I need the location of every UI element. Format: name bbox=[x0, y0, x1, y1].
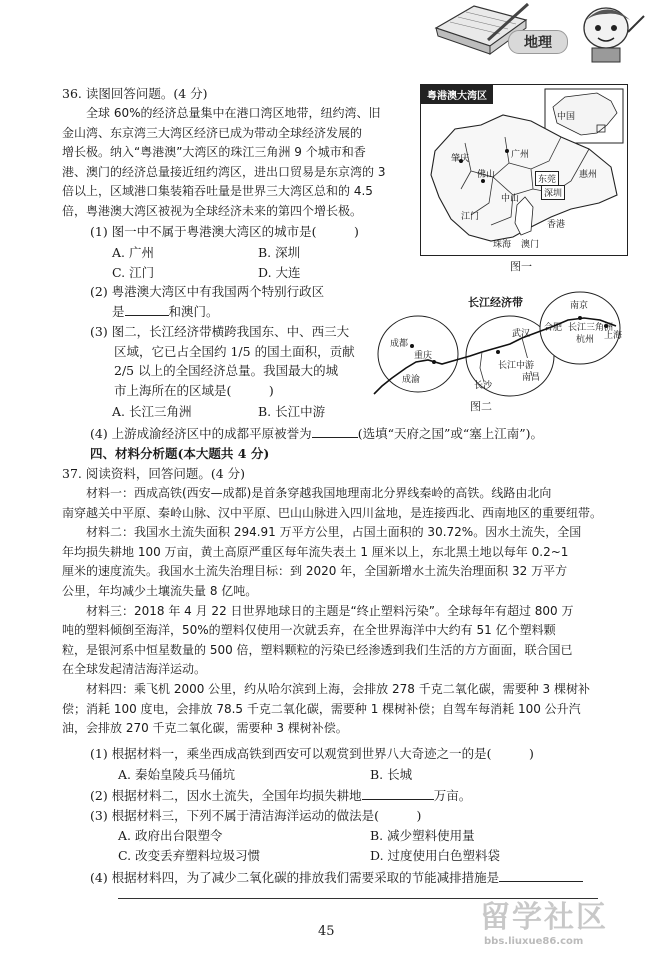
material-4-line-2: 偿；消耗 100 度电，会排放 78.5 千克二氧化碳，需要种 1 棵树补偿；自驾车每消耗 100 公升汽 bbox=[62, 701, 581, 716]
q37-sub4-answer-blank[interactable] bbox=[499, 869, 583, 882]
q36-line-4: 港、澳门的经济总量接近纽约湾区，进出口贸易是东京湾的 3 bbox=[62, 164, 386, 179]
q37-sub2 bbox=[90, 786, 471, 806]
material-3-line-2: 吨的塑料倾倒至海洋，50%的塑料仅使用一次就丢弃，在全世界海洋中大约有 51 亿个塑料颗 bbox=[62, 623, 556, 638]
q36-sub4-answer-blank[interactable] bbox=[312, 425, 358, 438]
fig1-city-zhongshan: 中山 bbox=[501, 194, 520, 204]
fig1-city-dongguan: 东莞 bbox=[535, 171, 559, 186]
subject-label: 地理 bbox=[524, 35, 552, 51]
material-1-line-1: 材料一：西成高铁(西安—成都)是首条穿越我国地理南北分界线秦岭的高铁。线路由北向 bbox=[86, 486, 552, 500]
figure-1-caption: 图一 bbox=[510, 260, 532, 273]
q36-line-5: 倍以上，区域港口集装箱吞吐量是世界三大湾区总和的 4.5 bbox=[62, 184, 373, 198]
q37-title: 37. 阅读资料，回答问题。(4 分) bbox=[62, 466, 246, 481]
q37-sub3-option-c[interactable]: C. 改变丢弃塑料垃圾习惯 bbox=[118, 848, 261, 863]
q36-sub3-line-2: 区域，它已占全国约 1/5 的国土面积，贡献 bbox=[114, 343, 355, 359]
q37-sub2-post: 万亩。 bbox=[433, 788, 472, 803]
q36-sub1-option-c[interactable]: C. 江门 bbox=[112, 265, 155, 280]
fig1-city-macau: 澳门 bbox=[521, 240, 540, 250]
material-3-line-1: 材料三：2018 年 4 月 22 日世界地球日的主题是“终止塑料污染”。全球每年有超过 800 万 bbox=[86, 603, 574, 618]
watermark-logo: 留学社区 bbox=[480, 900, 608, 935]
q36-sub1-option-a[interactable]: A. 广州 bbox=[112, 245, 154, 260]
q36-line-3: 增长极。纳入“粤港澳”大湾区的珠江三角洲 9 个城市和香 bbox=[62, 145, 366, 159]
q37-sub1-option-a[interactable]: A. 秦始皇陵兵马俑坑 bbox=[118, 767, 235, 782]
watermark-url: bbs.liuxue86.com bbox=[484, 936, 584, 947]
material-3-line-3: 粒，是银河系中恒星数量的 500 倍，塑料颗粒的污染已经渗透到我们生活的方方面面，联合国已 bbox=[62, 642, 573, 657]
q36-sub2: (2) 粤港澳大湾区中有我国两个特别行政区 bbox=[90, 284, 325, 299]
q37-sub4-text: (4) 根据材料四，为了减少二氧化碳的排放我们需要采取的节能减排措施是 bbox=[90, 870, 500, 885]
section-4-heading: 四、材料分析题(本大题共 4 分) bbox=[90, 446, 270, 461]
fig2-label-changsha: 长沙 bbox=[474, 381, 493, 391]
fig1-city-zhuhai: 珠海 bbox=[493, 240, 512, 250]
q37-sub2-answer-blank[interactable] bbox=[362, 787, 434, 800]
q37-materials bbox=[62, 484, 602, 739]
fig1-city-hongkong: 香港 bbox=[547, 220, 566, 230]
q36-sub2-post: 和澳门。 bbox=[168, 304, 219, 319]
q36-sub3-option-b[interactable]: B. 长江中游 bbox=[258, 404, 326, 419]
q37-sub2-pre: (2) 根据材料二，因水土流失，全国年均损失耕地 bbox=[90, 788, 362, 803]
fig2-label-chengdu: 成都 bbox=[390, 339, 409, 349]
material-3-line-4: 在全球发起清洁海洋运动。 bbox=[62, 662, 207, 677]
q36-sub3 bbox=[90, 322, 355, 400]
q36-sub2-answer-blank[interactable] bbox=[125, 303, 169, 316]
fig2-label-nanchang: 南昌 bbox=[522, 373, 541, 383]
figure-2-map bbox=[372, 290, 624, 410]
figure-1-map bbox=[420, 84, 628, 256]
q36-sub4 bbox=[90, 424, 543, 444]
q36-sub1-option-b[interactable]: B. 深圳 bbox=[258, 245, 301, 260]
q37-sub3-option-d[interactable]: D. 过度使用白色塑料袋 bbox=[370, 848, 501, 863]
fig2-label-chongqing: 重庆 bbox=[414, 351, 433, 361]
q36-sub3-line-3: 2/5 以上的全国经济总量。我国最大的城 bbox=[114, 363, 339, 378]
q36-sub1: (1) 图一中不属于粤港澳大湾区的城市是( ) bbox=[90, 224, 359, 239]
figure-1-title: 粤港澳大湾区 bbox=[421, 85, 493, 104]
material-1-line-2: 南穿越关中平原、秦岭山脉、汉中平原、巴山山脉进入四川盆地，是连接西北、西南地区的重要纽带。 bbox=[62, 505, 603, 520]
q36-sub3-line-4: 市上海所在的区域是( ) bbox=[114, 382, 274, 398]
fig2-label-hefei: 合肥 bbox=[544, 323, 563, 333]
q37-sub3-option-b[interactable]: B. 减少塑料使用量 bbox=[370, 828, 475, 843]
q36-sub4-pre: (4) 上游成渝经济区中的成都平原被誉为 bbox=[90, 426, 312, 441]
figure-2-caption: 图二 bbox=[470, 400, 492, 413]
fig2-label-wuhan: 武汉 bbox=[512, 329, 531, 339]
fig2-label-chengyu: 成渝 bbox=[402, 375, 421, 385]
q37-sub3-option-a[interactable]: A. 政府出台限塑令 bbox=[118, 828, 223, 843]
material-2-line-1: 材料二：我国水土流失面积 294.91 万平方公里，占国土面积的 30.72%。因水土流失，全国 bbox=[86, 525, 582, 540]
q36-passage bbox=[62, 104, 385, 221]
fig2-label-yrd: 长江三角洲 bbox=[568, 323, 614, 333]
fig1-city-foshan: 佛山 bbox=[477, 170, 496, 180]
q37-sub1: (1) 根据材料一，乘坐西成高铁到西安可以观赏到世界八大奇迹之一的是( ) bbox=[90, 746, 534, 761]
fig2-label-shanghai: 上海 bbox=[604, 331, 623, 341]
q36-sub2-line2 bbox=[112, 302, 219, 322]
q37-sub4 bbox=[90, 868, 583, 888]
fig1-city-jiangmen: 江门 bbox=[461, 212, 480, 222]
q36-sub1-option-d[interactable]: D. 大连 bbox=[258, 265, 301, 280]
q36-line-1: 全球 60%的经济总量集中在港口湾区地带，纽约湾、旧 bbox=[86, 106, 381, 120]
material-4-line-1: 材料四：乘飞机 2000 公里，约从哈尔滨到上海，会排放 278 千克二氧化碳，需要种 3 棵树补 bbox=[86, 681, 590, 696]
material-2-line-2: 年均损失耕地 100 万亩，黄土高原严重区每年流失表土 1 厘米以上，东北黑土地以每年 0.2~1 bbox=[62, 544, 569, 559]
figure-2-title: 长江经济带 bbox=[468, 296, 523, 309]
header-cartoon-student bbox=[568, 2, 648, 64]
header-subject-badge bbox=[508, 30, 568, 54]
page-number: 45 bbox=[318, 924, 335, 939]
material-4-line-3: 油，会排放 270 千克二氧化碳，需要种 3 棵树补偿。 bbox=[62, 721, 348, 736]
q37-sub1-option-b[interactable]: B. 长城 bbox=[370, 767, 413, 782]
fig2-label-nanjing: 南京 bbox=[570, 301, 589, 311]
q36-line-2: 金山湾、东京湾三大湾区经济已成为带动全球经济发展的 bbox=[62, 125, 363, 140]
fig1-city-huizhou: 惠州 bbox=[579, 170, 598, 180]
q36-title: 36. 读图回答问题。(4 分) bbox=[62, 86, 208, 101]
material-2-line-3: 厘米的速度流失。我国水土流失治理目标：到 2020 年，全国新增水土流失治理面积 32 万平方 bbox=[62, 564, 568, 579]
fig1-inset-label: 中国 bbox=[557, 112, 576, 122]
q36-sub3-line-1: (3) 图二，长江经济带横跨我国东、中、西三大 bbox=[90, 324, 350, 339]
fig1-city-zhaoqing: 肇庆 bbox=[451, 154, 470, 164]
fig1-city-shenzhen: 深圳 bbox=[541, 185, 565, 200]
fig2-label-hangzhou: 杭州 bbox=[576, 335, 595, 345]
fig1-city-guangzhou: 广州 bbox=[511, 150, 530, 160]
q36-sub2-pre: 是 bbox=[112, 304, 125, 319]
q36-sub3-option-a[interactable]: A. 长江三角洲 bbox=[112, 404, 192, 419]
q37-sub3: (3) 根据材料三，下列不属于清洁海洋运动的做法是( ) bbox=[90, 808, 422, 823]
q36-line-6: 倍，粤港澳大湾区被视为全球经济未来的第四个增长极。 bbox=[62, 203, 363, 218]
fig2-label-midstream: 长江中游 bbox=[498, 358, 534, 371]
q36-sub4-post: (选填“天府之国”或“塞上江南”)。 bbox=[357, 426, 544, 441]
material-2-line-4: 公里，年均减少土壤流失量 8 亿吨。 bbox=[62, 583, 258, 598]
